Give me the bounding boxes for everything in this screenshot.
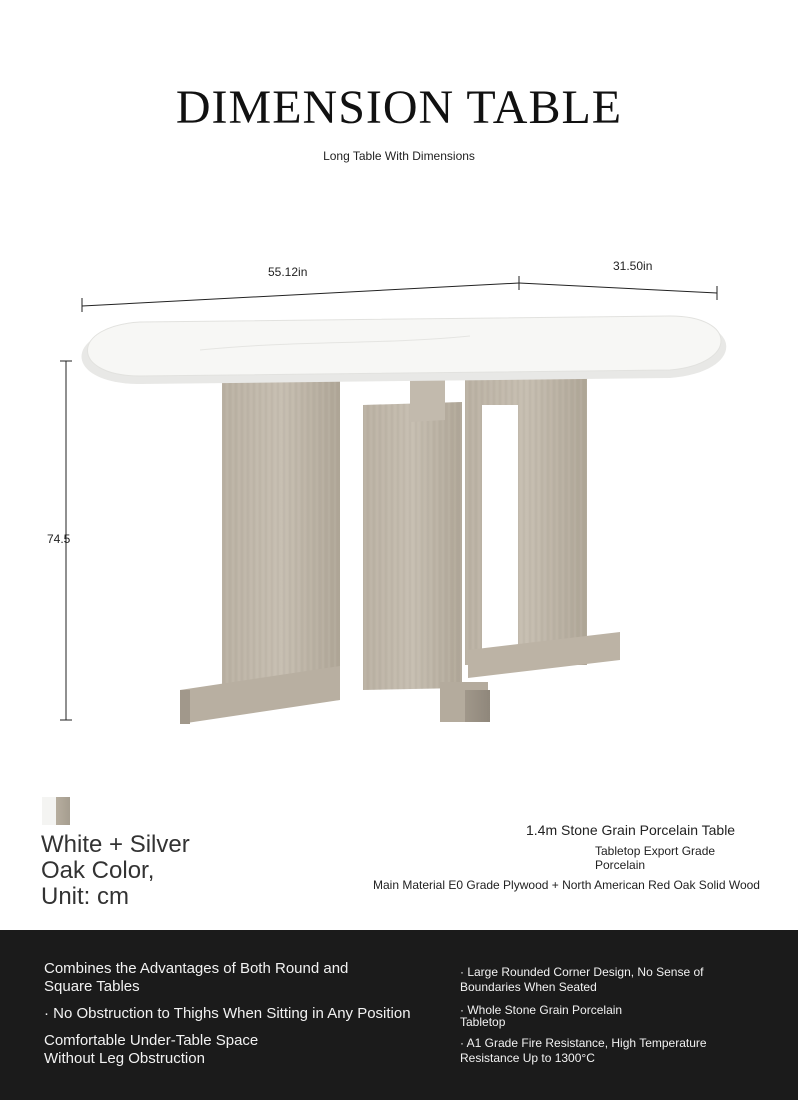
width-label: 55.12in [268,265,308,279]
features-band [0,930,798,1100]
unit-label: Unit: cm [41,883,130,910]
depth-dimension-line [519,283,717,300]
feature-left-1: Combines the Advantages of Both Round and Square Tables [44,960,349,995]
color-name: White + Silver Oak Color, [41,831,190,884]
feature-right-3: · A1 Grade Fire Resistance, High Temperature Resistance Up to 1300°C [460,1036,707,1065]
height-label: 74.5 [47,532,71,546]
feature-left-3: Comfortable Under-Table Space Without Leg Obstruction [44,1032,259,1067]
depth-label: 31.50in [613,259,653,273]
feature-left-2: · No Obstruction to Thighs When Sitting in Any Position [44,1005,411,1022]
spec-tabletop: Tabletop Export Grade Porcelain [595,844,716,872]
width-dimension-line [82,276,519,312]
table-leg-left [180,380,340,724]
page-title: DIMENSION TABLE [175,81,623,134]
feature-right-2: · Whole Stone Grain Porcelain Tabletop [460,1003,623,1029]
feature-right-1: · Large Rounded Corner Design, No Sense of Boundaries When Seated [460,965,704,994]
color-swatch [42,797,70,825]
tabletop [82,316,727,384]
spec-material: Main Material E0 Grade Plywood + North American Red Oak Solid Wood [373,878,760,892]
spec-title: 1.4m Stone Grain Porcelain Table [526,822,736,838]
page-subtitle: Long Table With Dimensions [323,149,475,163]
